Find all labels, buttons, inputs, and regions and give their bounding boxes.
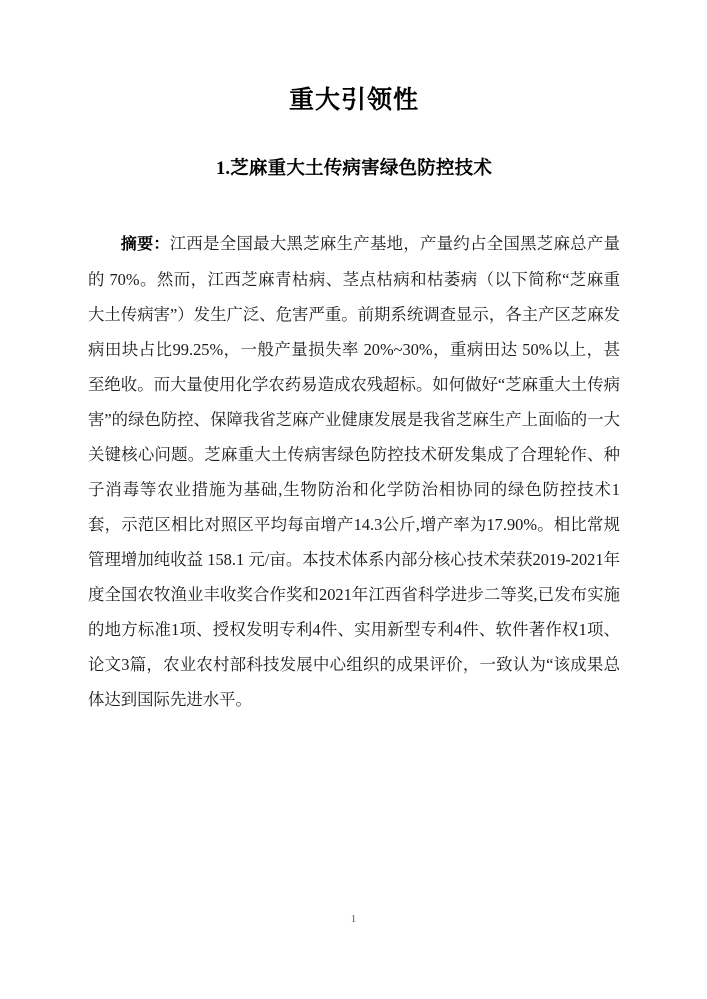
abstract-text: 江西是全国最大黑芝麻生产基地，产量约占全国黑芝麻总产量的 70%。然而，江西芝麻青枯病、茎点枯病和枯萎病（以下简称“芝麻重大土传病害”）发生广泛、危害严重。前期系统调查显示，各主产区芝麻发病田块占比99.25%，一般产量损失率 20%~30%，重病田达 50%以上，甚至绝收。而大量使用化学农药易造成农残超标。如何做好“芝麻重大土传病害”的绿色防控、保障我省芝麻产业健康发展是我省芝麻生产上面临的一大关键核心问题。芝麻重大土传病害绿色防控技术研发集成了合理轮作、种子消毒等农业措施为基础,生物防治和化学防治相协同的绿色防控技术1套，示范区相比对照区平均每亩增产14.3公斤,增产率为17.90%。相比常规管理增加纯收益 158.1 元/亩。本技术体系内部分核心技术荣获2019-2021年度全国农牧渔业丰收奖合作奖和2021年江西省科学进步二等奖,已发布实施的地方标准1项、授权发明专利4件、实用新型专利4件、软件著作权1项、论文3篇，农业农村部科技发展中心组织的成果评价，一致认为“该成果总体达到国际先进水平。 (88, 234, 620, 709)
document-content (88, 0, 620, 717)
page-title: 重大引领性 (288, 87, 419, 114)
section-heading: 1.芝麻重大土传病害绿色防控技术 (215, 159, 493, 179)
page-number: 1 (350, 913, 357, 925)
abstract-label: 摘要： (120, 236, 170, 253)
abstract-paragraph (88, 182, 620, 717)
